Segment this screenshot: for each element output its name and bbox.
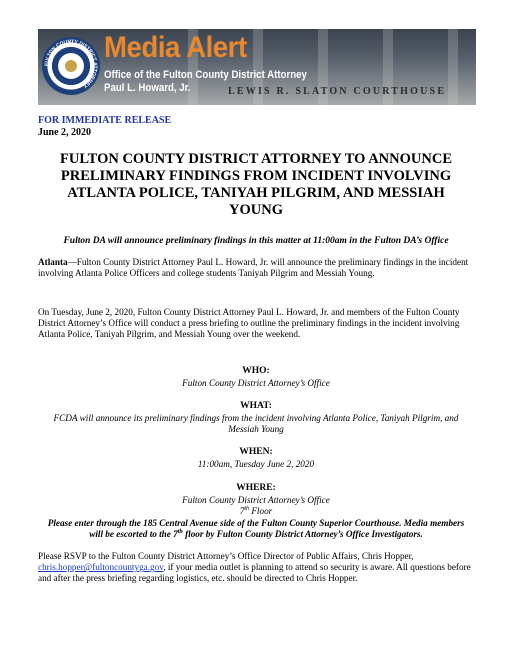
when-value: 11:00am, Tuesday June 2, 2020: [197, 459, 315, 469]
where-instructions: [40, 518, 472, 540]
what-label: WHAT:: [240, 401, 272, 411]
banner-column: [448, 29, 458, 105]
dateline: Atlanta: [38, 257, 68, 267]
da-name: Paul L. Howard, Jr.: [104, 82, 191, 94]
district-attorney-seal-icon: [42, 37, 100, 95]
rsvp-text-a: Please RSVP to the Fulton County District Attorney’s Office Director of Public Affairs, Chris Hopper,: [38, 551, 414, 561]
office-name: Office of the Fulton County District Attorney: [104, 69, 307, 81]
media-alert-title: Media Alert: [104, 31, 247, 64]
who-label: WHO:: [242, 366, 270, 376]
subheadline: Fulton DA will announce preliminary findings in this matter at 11:00am in the Fulton DA’s Office: [63, 236, 449, 246]
headline: FULTON COUNTY DISTRICT ATTORNEY TO ANNOUNCE PRELIMINARY FINDINGS FROM INCIDENT INVOLVING ATLANTA POLICE, TANIYAH PILGRIM, AND MESSIAH YOUNG: [59, 151, 452, 218]
instructions-a: Please enter through the 185 Central Avenue side of the Fulton County Superior Courthouse. Media members will be escorted to the 7: [47, 518, 465, 540]
when-label: WHEN:: [239, 447, 273, 457]
what-value: FCDA will announce its preliminary findings from the incident involving Atlanta Police, Taniyah Pilgrim, and Messiah Young: [53, 413, 459, 435]
floor-suffix: th: [244, 505, 250, 512]
paragraph-intro: [38, 257, 478, 279]
floor-word: Floor: [249, 506, 273, 516]
where-label: WHERE:: [236, 483, 276, 493]
seal-text: FULTON COUNTY DISTRICT ATTORNEY: [43, 38, 99, 89]
paragraph-briefing: On Tuesday, June 2, 2020, Fulton County District Attorney Paul L. Howard, Jr. and members of the Fulton County District Attorney’s Office will conduct a press briefing to outline the preliminary findings in the incident involving Atlanta Police, Taniyah Pilgrim, and Messiah Young over the weekend.: [38, 307, 460, 340]
where-office: Fulton County District Attorney’s Office: [182, 495, 330, 505]
email-link[interactable]: chris.hopper@fultoncountyga.gov: [38, 562, 164, 573]
seal-ring: [42, 37, 100, 95]
rsvp-text-b: , if your media outlet is planning to attend so security is aware. All questions before and after the press briefing regarding logistics, etc. should be directed to Chris Hopper.: [38, 562, 471, 584]
intro-text: —Fulton County District Attorney Paul L. Howard, Jr. will announce the preliminary findings in the incident involving Atlanta Police Officers and college students Taniyah Pilgrim and Messiah Young.: [38, 257, 469, 279]
courthouse-engraving: LEWIS R. SLATON COURTHOUSE: [228, 86, 447, 97]
floor-number: 7: [239, 506, 245, 516]
media-alert-banner: [38, 29, 476, 105]
release-date: June 2, 2020: [38, 127, 92, 138]
paragraph-rsvp: [38, 551, 478, 585]
instructions-b: floor by Fulton County District Attorney’s Office Investigators.: [182, 529, 423, 540]
where-floor: [40, 506, 472, 517]
instructions-suffix: th: [177, 529, 183, 536]
release-label: FOR IMMEDIATE RELEASE: [38, 115, 172, 126]
who-value: Fulton County District Attorney’s Office: [182, 378, 330, 388]
